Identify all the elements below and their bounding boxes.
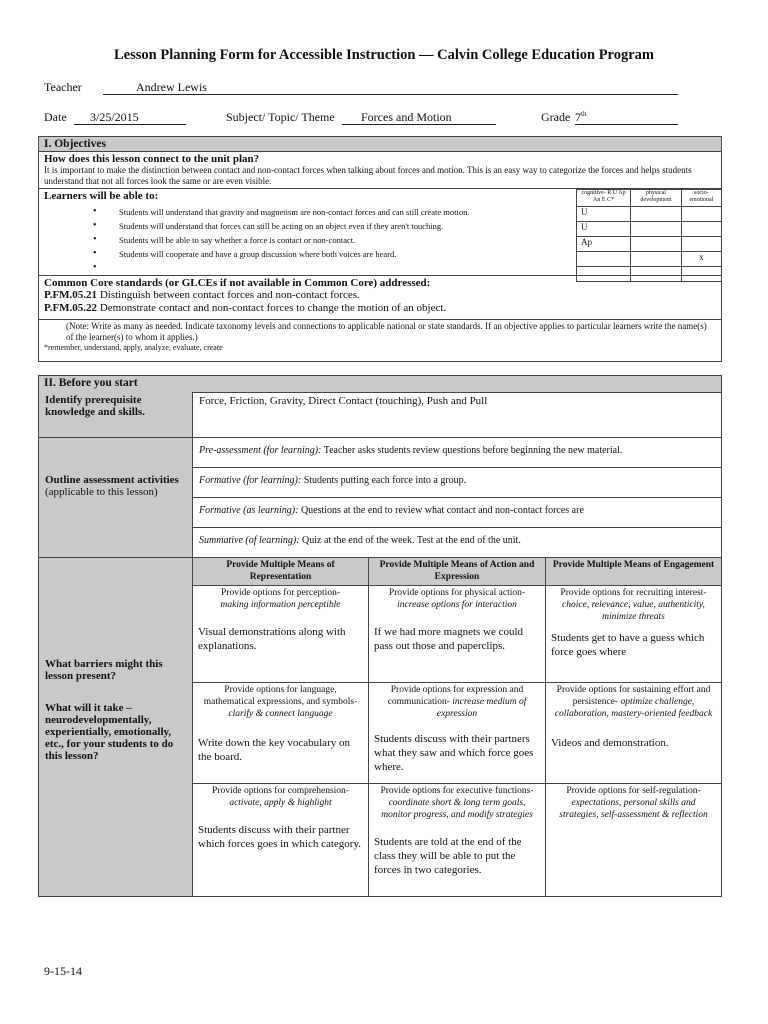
tax-cell (681, 222, 721, 237)
standard-item (44, 289, 716, 302)
learners-block (39, 189, 721, 276)
tax-cell: x (681, 252, 721, 267)
tax-cell (631, 267, 682, 282)
barriers-label-cell (39, 558, 193, 896)
grade-value: 7 (575, 110, 581, 124)
col-physical: physical development (631, 190, 682, 207)
tax-cell (631, 237, 682, 252)
connect-text: It is important to make the distinction between contact and non-contact forces when talking about forces and motion. This is an easy way to categorize the forces and helps students understand that not all forces look the same or are even visible. (44, 165, 692, 186)
before-section (38, 375, 722, 897)
teacher-value: Andrew Lewis (136, 80, 207, 94)
udl-cell[interactable]: Provide options for language, mathematical expressions, and symbols- clarify & connect language Write down the key vocabulary on the board. (193, 683, 369, 784)
udl-header: Provide Multiple Means of Engagement (546, 558, 721, 586)
teacher-label: Teacher (44, 80, 82, 94)
tax-cell (577, 267, 631, 282)
prereq-label-cell (39, 392, 193, 438)
learners-label: Learners will be able to: (44, 190, 159, 202)
objectives-section (38, 136, 722, 362)
udl-answer: Students discuss with their partners what they saw and which force goes where. (374, 733, 534, 773)
barriers-question: What barriers might this lesson present? (45, 658, 163, 682)
date-label: Date (44, 110, 67, 124)
assess-text: Quiz at the end of the week. Test at the end of the unit. (299, 535, 521, 546)
before-heading: II. Before you start (39, 376, 721, 393)
udl-answer: Students are told at the end of the class they will be able to put the forces in two categories. (374, 836, 522, 876)
udl-answer: Videos and demonstration. (551, 737, 669, 749)
standard-item (44, 302, 716, 315)
tax-cell (681, 267, 721, 282)
objectives-heading: I. Objectives (39, 137, 721, 152)
take-question: What will it take – neurodevelopmentally, experientially, emotionally, etc., for your students to do this lesson? (45, 702, 174, 762)
assess-text: Teacher asks students review questions before beginning the new material. (321, 445, 623, 456)
assess-text: Students putting each force into a group. (301, 475, 467, 486)
udl-cell[interactable]: Provide options for comprehension- activate, apply & highlight Students discuss with their partner which forces goes in which category. (193, 784, 369, 896)
udl-cell[interactable]: Provide options for self-regulation- expectations, personal skills and strategies, self-assessment & reflection (559, 786, 708, 820)
udl-cell[interactable]: Provide options for recruiting interest- choice, relevance, value, authenticity, minimize threats Students get to have a guess which force goes where (546, 586, 721, 683)
date-field[interactable] (74, 110, 186, 125)
objective-item: • Students will cooperate and have a group discussion where both voices are heard. (119, 247, 721, 261)
udl-cell[interactable]: Provide options for perception- making information perceptible Visual demonstrations along with explanations. (193, 586, 369, 683)
footnote: *remember, understand, apply, analyze, evaluate, create (44, 343, 223, 352)
udl-answer: If we had more magnets we could pass out those and paperclips. (374, 626, 524, 652)
grade-label: Grade (541, 110, 571, 124)
objective-item: • Students will understand that forces can still be acting on an object even if they aren't touching. (119, 219, 721, 233)
date-value: 3/25/2015 (90, 110, 139, 124)
udl-cell[interactable]: Provide options for executive functions- coordinate short & long term goals, monitor progress, and modify strategies Students are told at the end of the class they will be able to put the forces in two categories. (369, 784, 546, 896)
udl-answer: Visual demonstrations along with explanations. (198, 626, 346, 652)
udl-answer: Students discuss with their partner which forces goes in which category. (198, 824, 362, 850)
standard-code: P.FM.05.22 (44, 302, 98, 314)
tax-cell: U (577, 207, 631, 222)
objective-item: • Students will understand that gravity and magnetism are non-contact forces and can still create motion. (119, 205, 721, 219)
udl-answer: Students get to have a guess which force goes where (551, 632, 705, 658)
udl-cell[interactable]: Provide options for physical action- increase options for interaction If we had more magnets we could pass out those and paperclips. (369, 586, 546, 683)
tax-cell (631, 252, 682, 267)
col-socio: socio-emotional (681, 190, 721, 207)
tax-cell (631, 207, 682, 222)
assess-type: Formative (as learning): (199, 505, 299, 516)
assess-label-cell (39, 438, 193, 558)
prereq-cell[interactable] (193, 392, 721, 438)
standards-label: Common Core standards (or GLCEs if not available in Common Core) addressed: (44, 277, 431, 289)
udl-cell[interactable]: Provide options for sustaining effort and persistence- optimize challenge, collaboration, mastery-oriented feedback Videos and demonstration. (546, 683, 721, 784)
assess-row[interactable] (193, 468, 721, 498)
udl-header: Provide Multiple Means of Representation (193, 558, 369, 586)
assess-type: Summative (of learning): (199, 535, 300, 546)
tax-cell: Ap (577, 237, 631, 252)
footer-date: 9-15-14 (44, 964, 82, 978)
udl-cell[interactable]: Provide options for expression and communication- increase medium of expression Students discuss with their partners what they saw and which force goes where. (369, 683, 546, 784)
col-cognitive: cognitive- R U Ap An E C* (577, 190, 631, 207)
assess-sub: (applicable to this lesson) (45, 486, 158, 498)
tax-cell (681, 207, 721, 222)
tax-cell: U (577, 222, 631, 237)
assess-row[interactable] (193, 498, 721, 528)
prereq-value: Force, Friction, Gravity, Direct Contact (touching), Push and Pull (199, 395, 488, 407)
standard-text: Distinguish between contact forces and non-contact forces. (97, 289, 360, 301)
note-block (39, 320, 721, 353)
grade-sup: th (581, 110, 587, 118)
standard-code: P.FM.05.21 (44, 289, 98, 301)
page-title: Lesson Planning Form for Accessible Instruction — Calvin College Education Program (114, 47, 654, 63)
subject-label: Subject/ Topic/ Theme (226, 110, 335, 124)
subject-field[interactable] (342, 110, 496, 125)
subject-value: Forces and Motion (361, 110, 452, 124)
connect-question: How does this lesson connect to the unit plan? (44, 153, 260, 165)
tax-cell (681, 237, 721, 252)
udl-header: Provide Multiple Means of Action and Expression (369, 558, 546, 586)
udl-answer: Write down the key vocabulary on the board. (198, 737, 350, 763)
tax-cell (631, 222, 682, 237)
standards-block (39, 276, 721, 320)
teacher-field[interactable] (103, 80, 678, 95)
prereq-label: Identify prerequisite knowledge and skills. (45, 394, 145, 418)
objective-item: • Students will be able to say whether a force is contact or non-contact. (119, 233, 721, 247)
assess-text: Questions at the end to review what contact and non-contact forces are (298, 505, 584, 516)
unit-connection (39, 152, 721, 189)
assess-row[interactable] (193, 438, 721, 468)
assess-label: Outline assessment activities (45, 474, 179, 486)
taxonomy-table (576, 189, 722, 282)
assess-row[interactable] (193, 528, 721, 558)
tax-cell (577, 252, 631, 267)
note-text: (Note: Write as many as needed. Indicate taxonomy levels and connections to applicable national or state standards. If an objective applies to particular learners write the name(s) of the learner(s) to whom it applies.) (66, 321, 707, 342)
assess-type: Pre-assessment (for learning): (199, 445, 322, 456)
grade-field[interactable] (575, 110, 678, 125)
assess-type: Formative (for learning): (199, 475, 302, 486)
standard-text: Demonstrate contact and non-contact forces to change the motion of an object. (97, 302, 447, 314)
